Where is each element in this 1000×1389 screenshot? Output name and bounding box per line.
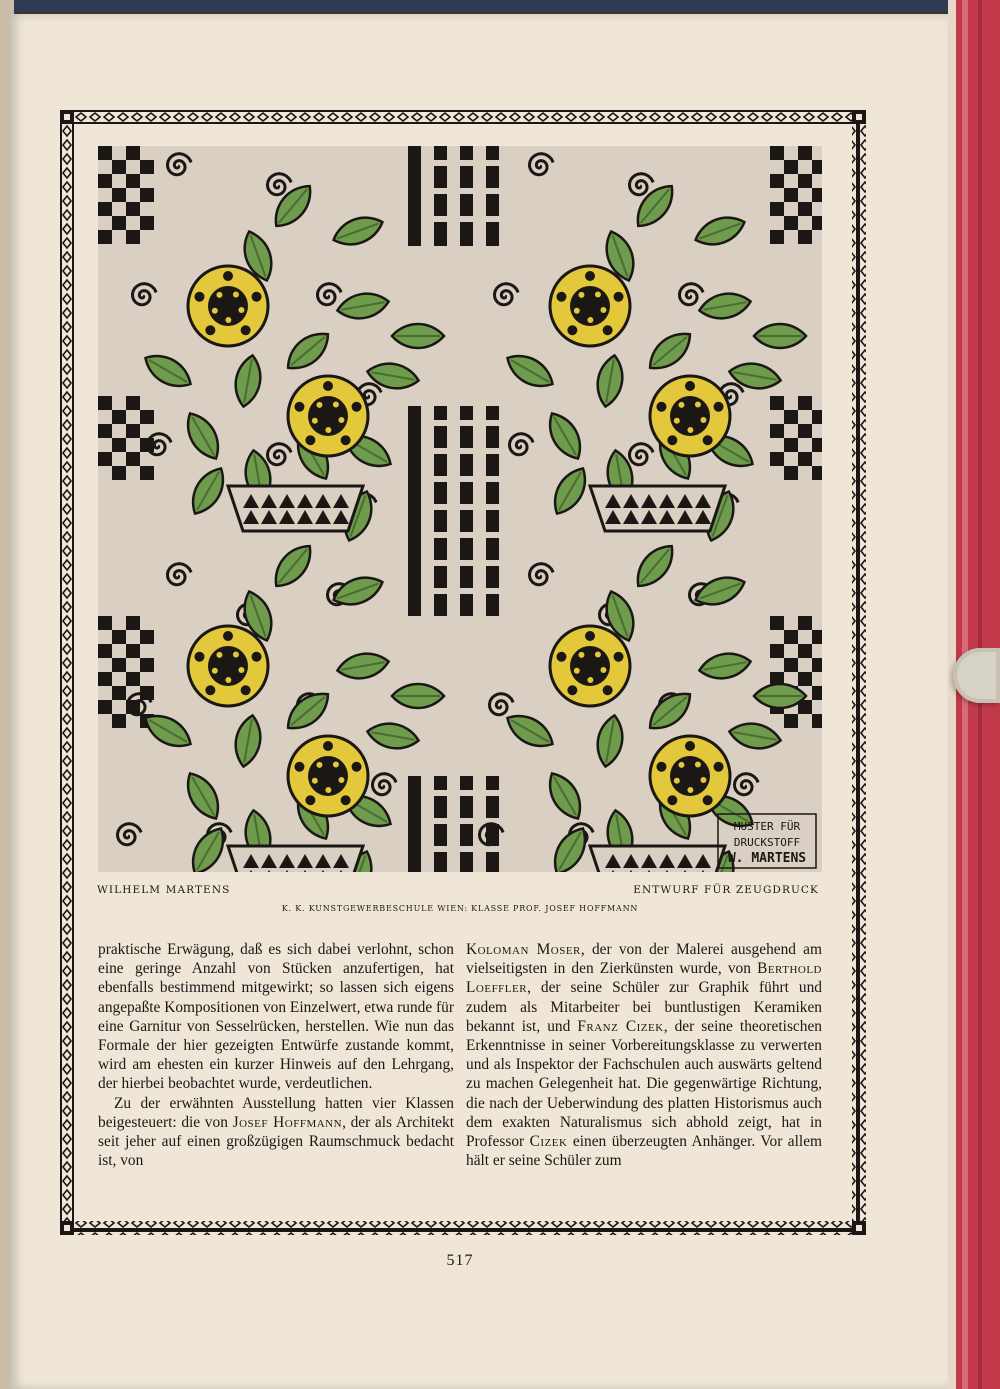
checker-square <box>784 216 798 230</box>
stripe-gap <box>421 188 499 194</box>
flower-dot <box>714 762 724 772</box>
checker-square <box>812 216 822 230</box>
flower-dot <box>352 402 362 412</box>
flower-dot <box>714 402 724 412</box>
checker-square <box>112 438 126 452</box>
caption-artist: WILHELM MARTENS <box>97 884 231 896</box>
flower-dot <box>695 401 701 407</box>
checker-square <box>812 714 822 728</box>
page-number: 517 <box>446 1252 474 1269</box>
flower-dot <box>600 307 606 313</box>
person-name: Berthold Loeffler <box>466 960 822 997</box>
flower-dot <box>223 631 233 641</box>
flower-dot <box>678 762 684 768</box>
flower-dot <box>556 652 566 662</box>
checker-square <box>770 230 784 244</box>
checker-square <box>126 424 140 438</box>
flower-dot <box>341 435 351 445</box>
stripe <box>408 146 421 246</box>
flower-dot <box>312 778 318 784</box>
flower-dot <box>574 308 580 314</box>
flower-dot <box>352 762 362 772</box>
flower-dot <box>603 325 613 335</box>
flower-dot <box>316 402 322 408</box>
flower-dot <box>585 631 595 641</box>
flower-dot <box>252 292 262 302</box>
checker-square <box>112 466 126 480</box>
checker-square <box>126 396 140 410</box>
checker-square <box>812 160 822 174</box>
signature-text: MUSTER FÜR <box>733 820 801 833</box>
checker-square <box>798 424 812 438</box>
flower-dot <box>700 777 706 783</box>
checker-square <box>140 410 154 424</box>
checker-square <box>770 146 784 160</box>
flower-dot <box>312 418 318 424</box>
stripe-gap <box>421 846 499 852</box>
person-name: Koloman Moser <box>466 941 581 958</box>
paragraph: Zu der erwähnten Ausstellung hatten vier Klassen beigesteuert: die von Josef Hoffmann, der als Architekt seit jeher auf einen großzügigen Raumschmuck bedacht ist, von <box>98 1094 454 1170</box>
flower-dot <box>294 402 304 412</box>
checker-square <box>126 146 140 160</box>
checker-square <box>98 616 112 630</box>
flower-dot <box>238 667 244 673</box>
flower-dot <box>212 668 218 674</box>
flower-dot <box>603 685 613 695</box>
flower-dot <box>695 761 701 767</box>
checker-square <box>798 174 812 188</box>
flower-dot <box>333 401 339 407</box>
paragraph: Koloman Moser, der von der Malerei ausgehend am vielseitigsten in den Zierkünsten wurde, von Berthold Loeffler, der seine Schüler zur Graphik führt und zudem als Mitarbeiter bei buntlustigen Keramiken bekannt ist, und Franz Cizek, der seine theoretischen Erkenntnisse in seiner Vorbereitungsklasse zu verwerten und als Inspektor der Fachschulen auch auswärts geltend zu machen Gelegenheit hat. Die gegenwärtige Richtung, die nach der Ueberwindung des platten Historismus auch dem exakten Naturalismus sich abhold zeigt, hat in Professor Cizek einen überzeugten Anhänger. Vor allem hält er seine Schüler zum <box>466 941 822 1170</box>
flower-dot <box>667 795 677 805</box>
stripe <box>460 406 473 616</box>
flower-dot <box>341 795 351 805</box>
flower-dot <box>225 317 231 323</box>
checker-square <box>126 202 140 216</box>
checker-square <box>126 452 140 466</box>
flower-dot <box>700 417 706 423</box>
flower-dot <box>567 325 577 335</box>
signature-text: W. MARTENS <box>727 851 807 866</box>
checker-square <box>812 658 822 672</box>
checker-square <box>784 714 798 728</box>
checker-square <box>98 700 112 714</box>
checker-square <box>812 466 822 480</box>
flower-dot <box>595 291 601 297</box>
checker-square <box>140 630 154 644</box>
flower-dot <box>323 741 333 751</box>
flower-dot <box>223 271 233 281</box>
checker-square <box>784 658 798 672</box>
checker-square <box>784 630 798 644</box>
flower-dot <box>703 795 713 805</box>
checker-square <box>812 438 822 452</box>
flower-dot <box>674 418 680 424</box>
flower-dot <box>674 778 680 784</box>
checker-square <box>812 410 822 424</box>
stripe <box>408 406 421 616</box>
text-column-left <box>98 940 454 1200</box>
text-column-right <box>466 940 822 1200</box>
checker-square <box>784 466 798 480</box>
checker-square <box>812 630 822 644</box>
checker-square <box>798 616 812 630</box>
flower-dot <box>212 308 218 314</box>
checker-square <box>812 188 822 202</box>
person-name: Josef Hoffmann <box>232 1113 343 1131</box>
stripe-gap <box>421 448 499 454</box>
stripe-gap <box>421 504 499 510</box>
flower-dot <box>600 667 606 673</box>
flower-dot <box>225 677 231 683</box>
flower-dot <box>205 685 215 695</box>
flower-dot <box>587 317 593 323</box>
flower-dot <box>216 652 222 658</box>
flower-dot <box>667 435 677 445</box>
checker-square <box>98 644 112 658</box>
textile-design-artwork <box>98 146 822 872</box>
person-name: Cizek <box>529 1133 568 1151</box>
stripe <box>434 406 447 616</box>
flower-dot <box>205 325 215 335</box>
stripe-gap <box>421 588 499 594</box>
flower-dot <box>305 795 315 805</box>
checker-square <box>112 658 126 672</box>
checker-square <box>798 452 812 466</box>
flower-dot <box>614 652 624 662</box>
checker-square <box>112 216 126 230</box>
checker-square <box>770 616 784 630</box>
stripe-gap <box>421 476 499 482</box>
flower-dot <box>595 651 601 657</box>
checker-square <box>770 424 784 438</box>
checker-square <box>112 686 126 700</box>
checker-square <box>140 658 154 672</box>
checker-square <box>798 396 812 410</box>
flower-dot <box>685 381 695 391</box>
stripe-gap <box>421 160 499 166</box>
flower-dot <box>687 787 693 793</box>
checker-square <box>98 202 112 216</box>
flower-dot <box>338 777 344 783</box>
checker-square <box>784 410 798 424</box>
flower-dot <box>316 762 322 768</box>
flower-dot <box>233 651 239 657</box>
checker-square <box>112 410 126 424</box>
checker-square <box>126 616 140 630</box>
checker-square <box>798 672 812 686</box>
flower-dot <box>614 292 624 302</box>
checker-square <box>770 452 784 466</box>
paragraph: praktische Erwägung, daß es sich dabei verlohnt, schon eine geringe Anzahl von Stücken anzufertigen, hat ebenfalls bestimmend mitgewirkt; so lassen sich eigens angepaßte Kompositionen von Einzelwert, etwa runde für eine Garnitur von Sesselrücken, herstellen. Wie nun das Formale der hier gezeigten Entwürfe zustande kommt, wird am ehesten ein kurzer Hinweis auf den Lehrgang, der hierbei beobachtet wurde, verdeutlichen. <box>98 941 455 1093</box>
checker-square <box>770 396 784 410</box>
checker-square <box>784 188 798 202</box>
flower-dot <box>703 435 713 445</box>
checker-square <box>798 146 812 160</box>
flower-dot <box>578 652 584 658</box>
caption-school: K. K. KUNSTGEWERBESCHULE WIEN: KLASSE PROF. JOSEF HOFFMANN <box>281 904 639 913</box>
checker-square <box>784 160 798 174</box>
page-clip <box>953 648 1000 703</box>
flower-dot <box>252 652 262 662</box>
checker-square <box>98 424 112 438</box>
flower-dot <box>238 307 244 313</box>
checker-square <box>112 714 126 728</box>
checker-square <box>112 188 126 202</box>
stripe-gap <box>421 216 499 222</box>
checker-square <box>812 686 822 700</box>
checker-square <box>784 438 798 452</box>
checker-square <box>98 672 112 686</box>
checker-square <box>770 202 784 216</box>
checker-square <box>112 630 126 644</box>
checker-square <box>98 230 112 244</box>
checker-square <box>140 466 154 480</box>
flower-dot <box>325 787 331 793</box>
flower-dot <box>685 741 695 751</box>
flower-dot <box>574 668 580 674</box>
flower-dot <box>305 435 315 445</box>
checker-square <box>112 160 126 174</box>
flower-dot <box>585 271 595 281</box>
checker-square <box>798 202 812 216</box>
checker-square <box>98 146 112 160</box>
checker-square <box>140 160 154 174</box>
flower-dot <box>325 427 331 433</box>
checker-square <box>140 216 154 230</box>
bowl <box>590 486 725 531</box>
flower-dot <box>578 292 584 298</box>
checker-square <box>126 174 140 188</box>
flower-dot <box>241 325 251 335</box>
stripe-gap <box>421 420 499 426</box>
flower-dot <box>656 402 666 412</box>
checker-square <box>140 188 154 202</box>
stripe-gap <box>421 790 499 796</box>
checker-square <box>126 644 140 658</box>
checker-square <box>126 230 140 244</box>
flower-dot <box>233 291 239 297</box>
checker-square <box>98 396 112 410</box>
checker-square <box>98 174 112 188</box>
flower-dot <box>323 381 333 391</box>
stripe <box>486 406 499 616</box>
flower-dot <box>333 761 339 767</box>
flower-dot <box>567 685 577 695</box>
checker-square <box>770 174 784 188</box>
flower-dot <box>687 427 693 433</box>
flower-dot <box>556 292 566 302</box>
flower-dot <box>656 762 666 772</box>
caption-title: ENTWURF FÜR ZEUGDRUCK <box>633 884 819 896</box>
stripe-gap <box>421 560 499 566</box>
flower-dot <box>241 685 251 695</box>
checker-square <box>126 672 140 686</box>
flower-dot <box>587 677 593 683</box>
flower-dot <box>194 292 204 302</box>
checker-square <box>98 452 112 466</box>
flower-dot <box>294 762 304 772</box>
checker-square <box>798 230 812 244</box>
flower-dot <box>216 292 222 298</box>
stripe <box>408 776 421 872</box>
flower-dot <box>678 402 684 408</box>
signature-text: DRUCKSTOFF <box>733 836 801 849</box>
bowl <box>228 486 363 531</box>
checker-square <box>798 644 812 658</box>
flower-dot <box>194 652 204 662</box>
person-name: Franz Cizek <box>577 1017 664 1035</box>
flower-dot <box>338 417 344 423</box>
checker-square <box>770 644 784 658</box>
stripe-gap <box>421 532 499 538</box>
